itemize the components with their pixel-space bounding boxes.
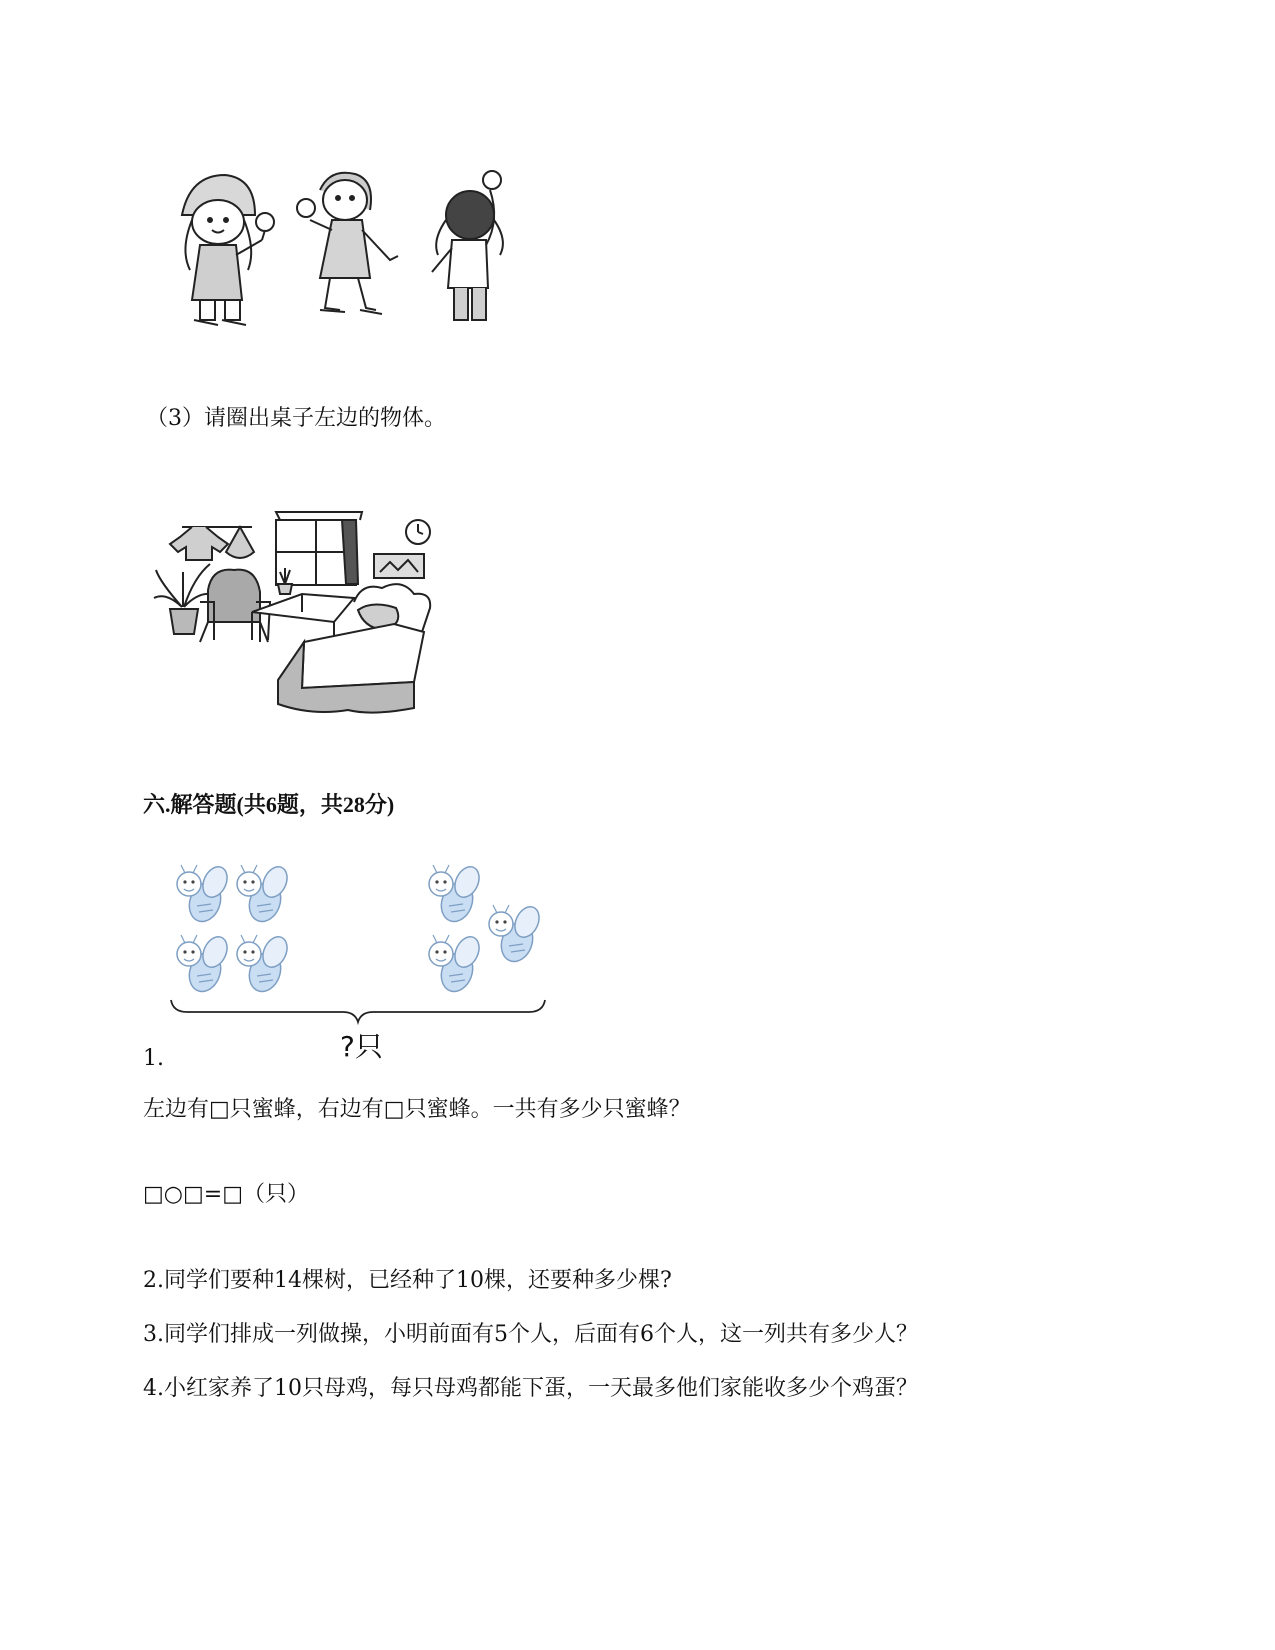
q3-prompt: （3）请圈出桌子左边的物体。 <box>146 406 446 431</box>
girl-with-hat-figure <box>182 175 274 325</box>
bee-illustration <box>165 852 550 1022</box>
curly-brace <box>171 1000 545 1022</box>
children-illustration <box>170 160 530 340</box>
problem-4: 4.小红家养了10只母鸡，每只母鸡都能下蛋，一天最多他们家能收多少个鸡蛋？ <box>143 1376 918 1401</box>
problem-1-number: 1. <box>143 1046 164 1071</box>
wall-picture <box>374 554 424 578</box>
bee-icon <box>429 933 484 996</box>
girl-with-flower-figure <box>297 173 398 314</box>
bee-icon <box>237 863 292 926</box>
bee-icon <box>177 863 232 926</box>
problem-2: 2.同学们要种14棵树，已经种了10棵，还要种多少棵? <box>143 1268 672 1293</box>
clothes-rack <box>170 527 254 560</box>
potted-plant <box>154 564 212 634</box>
problem-3: 3.同学们排成一列做操，小明前面有5个人，后面有6个人，这一列共有多少人？ <box>143 1322 918 1347</box>
section-title: 六.解答题(共6题，共28分) <box>143 792 395 817</box>
brace-label: ?只 <box>340 1030 383 1063</box>
left-bee-group <box>177 863 292 996</box>
bee-icon <box>237 933 292 996</box>
room-illustration <box>152 512 442 717</box>
bee-icon <box>429 863 484 926</box>
bee-icon <box>177 933 232 996</box>
bee-icon <box>489 903 544 966</box>
girl-back-view-figure <box>432 171 503 320</box>
problem-1-text: 左边有□只蜜蜂，右边有□只蜜蜂。一共有多少只蜜蜂？ <box>143 1097 691 1122</box>
right-bee-group <box>429 863 544 996</box>
problem-1-equation: □○□=□（只） <box>143 1182 309 1207</box>
